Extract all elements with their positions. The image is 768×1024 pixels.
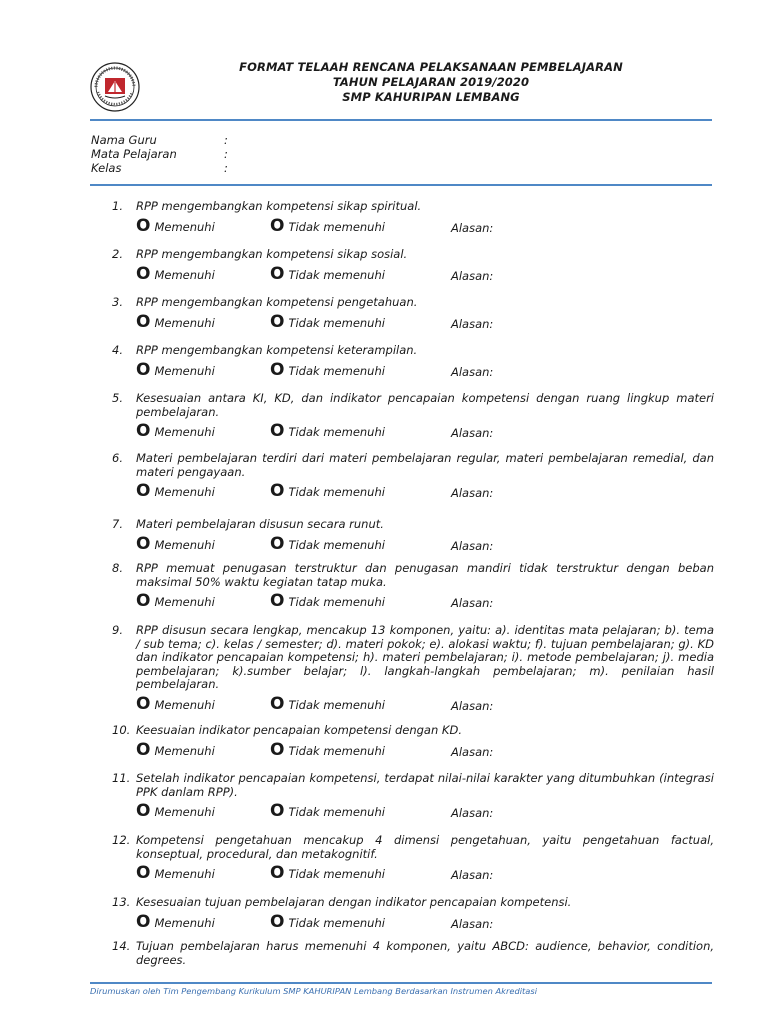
option-memenuhi[interactable] <box>136 739 215 760</box>
option-label: Memenuhi <box>154 425 215 439</box>
fields-divider <box>90 184 712 186</box>
radio-circle-icon[interactable]: O <box>136 533 151 554</box>
option-label: Memenuhi <box>154 537 215 552</box>
item-number: 10. <box>112 723 131 737</box>
field-colon: : <box>224 133 228 147</box>
radio-circle-icon[interactable]: O <box>136 421 151 441</box>
header-school: SMP KAHURIPAN LEMBANG <box>342 90 520 104</box>
reason-field[interactable]: Alasan: <box>451 538 494 553</box>
checklist-item <box>112 724 714 760</box>
item-text-main: Materi pembelajaran disusun secara runut. <box>136 517 384 531</box>
question <box>112 392 714 419</box>
question <box>112 200 714 214</box>
radio-circle-icon[interactable]: O <box>270 591 285 611</box>
document-header <box>150 60 712 105</box>
radio-circle-icon[interactable]: O <box>136 911 151 932</box>
radio-circle-icon[interactable]: O <box>270 215 285 236</box>
radio-circle-icon[interactable]: O <box>270 359 285 380</box>
checklist-item <box>112 344 714 380</box>
question <box>112 452 714 479</box>
radio-circle-icon[interactable]: O <box>270 911 285 932</box>
option-label: Memenuhi <box>154 805 215 819</box>
option-label: Tidak memenuhi <box>288 595 385 609</box>
field-class[interactable] <box>91 161 228 175</box>
radio-circle-icon[interactable]: O <box>136 481 151 501</box>
question <box>112 772 714 799</box>
radio-circle-icon[interactable]: O <box>270 739 285 760</box>
checklist-item <box>112 248 714 284</box>
checklist-item <box>112 518 714 554</box>
option-memenuhi[interactable] <box>136 263 215 284</box>
answer-options <box>112 865 714 883</box>
checklist-item <box>112 296 714 332</box>
item-text <box>136 452 714 479</box>
item-text-main: RPP mengembangkan kompetensi pengetahuan. <box>136 295 418 309</box>
reason-field[interactable]: Alasan: <box>451 268 494 283</box>
item-text-main: RPP mengembangkan kompetensi sikap sosial. <box>136 247 408 261</box>
option-label: Tidak memenuhi <box>288 485 385 499</box>
answer-options <box>112 311 714 332</box>
option-memenuhi[interactable] <box>136 593 215 609</box>
item-text <box>136 896 714 910</box>
item-text-main: Materi pembelajaran terdiri dari materi pembelajaran regular, materi pembelajaran remedial, dan materi pengayaan. <box>136 451 714 479</box>
item-text <box>136 248 714 262</box>
radio-circle-icon[interactable]: O <box>136 739 151 760</box>
footer-note: Dirumuskan oleh Tim Pengembang Kurikulum SMP KAHURIPAN Lembang Berdasarkan Instrumen Akreditasi <box>90 986 538 996</box>
field-subject[interactable] <box>91 147 228 161</box>
option-tidak-memenuhi[interactable] <box>270 483 385 499</box>
option-tidak-memenuhi[interactable] <box>270 263 385 284</box>
item-text-main: Tujuan pembelajaran harus memenuhi 4 komponen, yaitu <box>136 939 487 953</box>
checklist-item <box>112 624 714 714</box>
reason-field[interactable]: Alasan: <box>451 596 494 610</box>
checklist-item <box>112 562 714 611</box>
item-text-main: RPP disusun secara lengkap, mencakup 13 komponen, yaitu: a). identitas mata pelajaran; b). tema / sub tema; c). kelas / semester; d). materi pokok; e). alokasi waktu; f). tujuan pembelajaran; g). KD dan indikator pencapaian kompetensi; h). materi pembelajaran; i). metode pembelajaran; j). media pembelajaran; k).sumber belajar; l). langkah-langkah pembelajaran; m). penilaian hasil pembelajaran. <box>136 623 714 691</box>
option-tidak-memenuhi[interactable] <box>270 865 385 881</box>
checklist-item <box>112 452 714 501</box>
answer-options <box>112 423 714 441</box>
radio-circle-icon[interactable]: O <box>136 801 151 821</box>
answer-options <box>112 739 714 760</box>
radio-circle-icon[interactable]: O <box>270 263 285 284</box>
radio-circle-icon[interactable]: O <box>136 263 151 284</box>
option-label: Memenuhi <box>154 595 215 609</box>
field-colon: : <box>224 161 228 175</box>
question <box>112 562 714 589</box>
field-colon: : <box>224 147 228 161</box>
option-label: Memenuhi <box>154 363 215 378</box>
item-text-main: Kesesuaian antara KI, KD, dan indikator pencapaian kompetensi dengan ruang lingkup materi pembelajaran. <box>136 391 714 419</box>
option-label: Memenuhi <box>154 867 215 881</box>
option-label: Tidak memenuhi <box>288 537 385 552</box>
item-text <box>136 344 714 358</box>
answer-options <box>112 803 714 821</box>
item-text <box>136 562 714 589</box>
item-text <box>136 296 714 310</box>
item-text-main: RPP memuat penugasan terstruktur dan penugasan mandiri tidak terstruktur dengan beban maksimal 50% waktu kegiatan tatap muka. <box>136 561 714 589</box>
option-tidak-memenuhi[interactable] <box>270 215 385 236</box>
radio-circle-icon[interactable]: O <box>136 591 151 611</box>
option-label: Memenuhi <box>154 743 215 758</box>
answer-options <box>112 911 714 932</box>
option-tidak-memenuhi[interactable] <box>270 803 385 819</box>
option-tidak-memenuhi[interactable] <box>270 311 385 332</box>
radio-circle-icon[interactable]: O <box>136 693 151 714</box>
reason-field[interactable]: Alasan: <box>451 698 494 713</box>
question <box>112 248 714 262</box>
option-tidak-memenuhi[interactable] <box>270 593 385 609</box>
checklist-item <box>112 200 714 236</box>
option-memenuhi[interactable] <box>136 533 215 554</box>
option-memenuhi[interactable] <box>136 803 215 819</box>
item-text-main: RPP mengembangkan kompetensi keterampilan. <box>136 343 418 357</box>
school-logo <box>90 62 140 112</box>
item-number: 5. <box>112 391 123 405</box>
radio-circle-icon[interactable]: O <box>136 311 151 332</box>
option-memenuhi[interactable] <box>136 423 215 439</box>
radio-circle-icon[interactable]: O <box>136 215 151 236</box>
item-number: 11. <box>112 771 131 785</box>
option-label: Tidak memenuhi <box>288 267 385 282</box>
item-number: 1. <box>112 199 123 213</box>
item-number: 6. <box>112 451 123 465</box>
question <box>112 296 714 310</box>
field-label: Mata Pelajaran <box>91 147 177 161</box>
answer-options <box>112 359 714 380</box>
header-divider <box>90 119 712 121</box>
item-number: 13. <box>112 895 131 909</box>
option-tidak-memenuhi[interactable] <box>270 533 385 554</box>
item-number: 2. <box>112 247 123 261</box>
option-memenuhi[interactable] <box>136 693 215 714</box>
field-label: Nama Guru <box>91 133 157 147</box>
item-number: 14. <box>112 939 131 953</box>
reason-field[interactable]: Alasan: <box>451 316 494 331</box>
option-label: Memenuhi <box>154 267 215 282</box>
option-memenuhi[interactable] <box>136 911 215 932</box>
option-label: Tidak memenuhi <box>288 867 385 881</box>
radio-circle-icon[interactable]: O <box>270 801 285 821</box>
header-title: FORMAT TELAAH RENCANA PELAKSANAAN PEMBELAJARAN <box>239 60 623 74</box>
answer-options <box>112 215 714 236</box>
item-text-main: Kompetensi pengetahuan mencakup 4 dimensi pengetahuan, yaitu pengetahuan factual, konseptual, procedural, dan metakognitif. <box>136 833 714 861</box>
question <box>112 834 714 861</box>
option-label: Tidak memenuhi <box>288 363 385 378</box>
reason-field[interactable]: Alasan: <box>451 806 494 820</box>
option-memenuhi[interactable] <box>136 215 215 236</box>
question <box>112 724 714 738</box>
radio-circle-icon[interactable]: O <box>136 359 151 380</box>
answer-options <box>112 483 714 501</box>
item-number: 9. <box>112 623 123 637</box>
item-text <box>136 834 714 861</box>
question <box>112 624 714 692</box>
question <box>112 940 714 967</box>
radio-circle-icon[interactable]: O <box>270 863 285 883</box>
item-text <box>136 518 714 532</box>
option-memenuhi[interactable] <box>136 865 215 881</box>
checklist-item <box>112 772 714 821</box>
option-label: Memenuhi <box>154 915 215 930</box>
checklist-item <box>112 896 714 932</box>
checklist-item <box>112 392 714 441</box>
answer-options <box>112 693 714 714</box>
item-text <box>136 772 714 799</box>
radio-circle-icon[interactable]: O <box>270 421 285 441</box>
option-label: Tidak memenuhi <box>288 915 385 930</box>
item-text <box>136 724 714 738</box>
field-teacher-name[interactable] <box>91 133 228 147</box>
option-memenuhi[interactable] <box>136 359 215 380</box>
item-text <box>136 200 714 214</box>
item-text <box>136 940 714 967</box>
item-number: 8. <box>112 561 123 575</box>
checklist-item <box>112 834 714 883</box>
item-number: 3. <box>112 295 123 309</box>
radio-circle-icon[interactable]: O <box>270 481 285 501</box>
item-text-main: RPP mengembangkan kompetensi sikap spiritual. <box>136 199 422 213</box>
item-number: 7. <box>112 517 123 531</box>
option-tidak-memenuhi[interactable] <box>270 739 385 760</box>
item-text-main: Setelah indikator pencapaian kompetensi, terdapat nilai-nilai karakter yang ditumbuhkan (integrasi PPK danlam RPP). <box>136 771 714 799</box>
reason-field[interactable]: Alasan: <box>451 426 494 440</box>
item-text-main: Keesuaian indikator pencapaian kompetensi dengan KD. <box>136 723 462 737</box>
option-label: Tidak memenuhi <box>288 219 385 234</box>
reason-field[interactable]: Alasan: <box>451 220 494 235</box>
option-label: Tidak memenuhi <box>288 743 385 758</box>
question <box>112 896 714 910</box>
identity-fields <box>91 133 228 175</box>
answer-options <box>112 263 714 284</box>
option-tidak-memenuhi[interactable] <box>270 359 385 380</box>
radio-circle-icon[interactable]: O <box>270 311 285 332</box>
item-number: 12. <box>112 833 131 847</box>
option-label: Tidak memenuhi <box>288 697 385 712</box>
option-label: Memenuhi <box>154 219 215 234</box>
field-label: Kelas <box>91 161 122 175</box>
header-year: TAHUN PELAJARAN 2019/2020 <box>332 75 530 89</box>
option-tidak-memenuhi[interactable] <box>270 693 385 714</box>
radio-circle-icon[interactable]: O <box>270 693 285 714</box>
item-text-emphasis: ABCD: audience, behavior, condition, degrees. <box>136 939 715 967</box>
reason-field[interactable]: Alasan: <box>451 364 494 379</box>
option-tidak-memenuhi[interactable] <box>270 423 385 439</box>
checklist-item <box>112 940 714 967</box>
reason-field[interactable]: Alasan: <box>451 486 494 500</box>
option-tidak-memenuhi[interactable] <box>270 911 385 932</box>
item-text-main: Kesesuaian tujuan pembelajaran dengan indikator pencapaian kompetensi. <box>136 895 572 909</box>
option-label: Tidak memenuhi <box>288 805 385 819</box>
answer-options <box>112 593 714 611</box>
reason-field[interactable]: Alasan: <box>451 744 494 759</box>
question <box>112 344 714 358</box>
answer-options <box>112 533 714 554</box>
reason-field[interactable]: Alasan: <box>451 868 494 882</box>
option-label: Tidak memenuhi <box>288 315 385 330</box>
option-label: Memenuhi <box>154 485 215 499</box>
footer-divider <box>90 982 712 984</box>
item-text <box>136 624 714 692</box>
option-memenuhi[interactable] <box>136 483 215 499</box>
radio-circle-icon[interactable]: O <box>136 863 151 883</box>
radio-circle-icon[interactable]: O <box>270 533 285 554</box>
reason-field[interactable]: Alasan: <box>451 916 494 931</box>
item-number: 4. <box>112 343 123 357</box>
option-label: Tidak memenuhi <box>288 425 385 439</box>
item-text <box>136 392 714 419</box>
option-memenuhi[interactable] <box>136 311 215 332</box>
option-label: Memenuhi <box>154 315 215 330</box>
question <box>112 518 714 532</box>
option-label: Memenuhi <box>154 697 215 712</box>
